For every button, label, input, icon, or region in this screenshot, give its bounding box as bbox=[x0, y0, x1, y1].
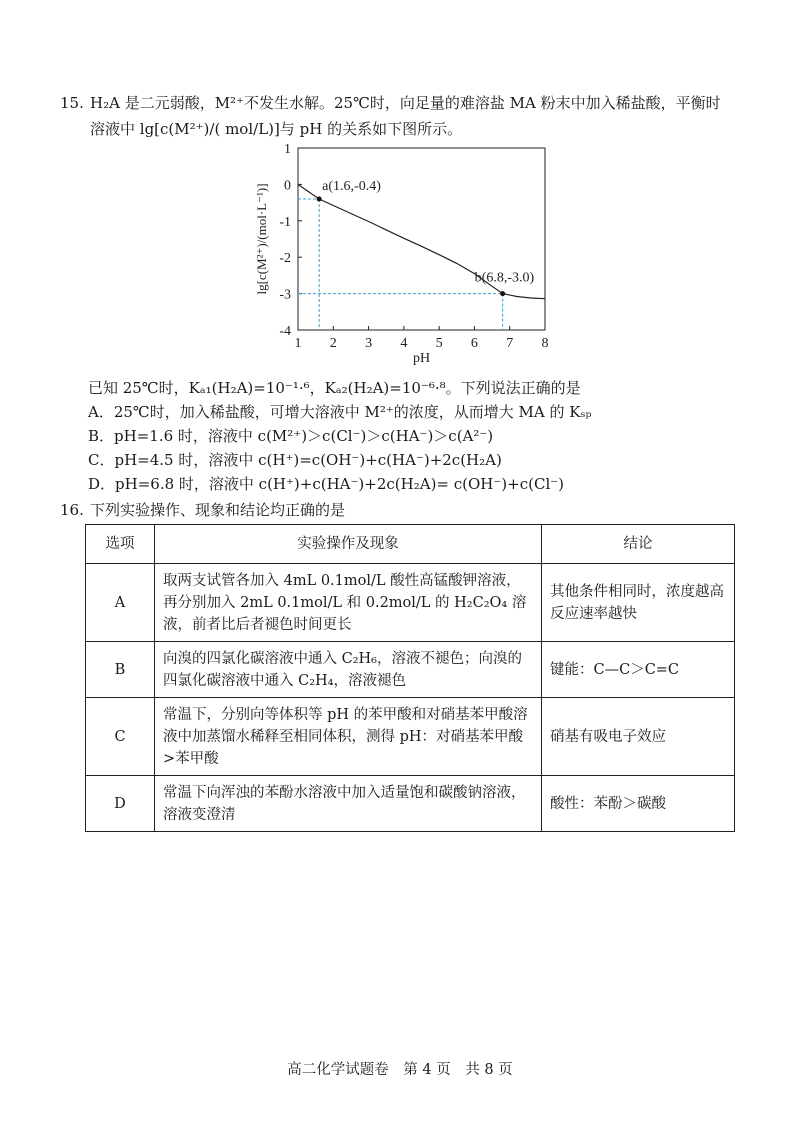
row-option: D bbox=[86, 776, 155, 832]
table-row bbox=[86, 642, 735, 698]
data-point bbox=[317, 196, 322, 201]
page-footer: 高二化学试题卷 第 4 页 共 8 页 bbox=[287, 1062, 513, 1078]
data-point bbox=[500, 291, 505, 296]
y-tick-label: -2 bbox=[279, 251, 291, 267]
x-axis-label: pH bbox=[412, 351, 431, 366]
option-c: C．pH=4.5 时，溶液中 c(H⁺)=c(OH⁻)+c(HA⁻)+2c(H₂A) bbox=[88, 451, 502, 469]
x-tick-label: 3 bbox=[365, 336, 373, 351]
question-number: 15. bbox=[60, 94, 84, 112]
y-tick-label: -1 bbox=[279, 214, 291, 230]
row-operation: 常温下，分别向等体积等 pH 的苯甲酸和对硝基苯甲酸溶液中加蒸馏水稀释至相同体积，测得 pH：对硝基苯甲酸>苯甲酸 bbox=[155, 698, 542, 776]
question-15-stem-line2: 溶液中 lg[c(M²⁺)/( mol/L)]与 pH 的关系如下图所示。 bbox=[90, 120, 463, 138]
row-operation: 常温下向浑浊的苯酚水溶液中加入适量饱和碳酸钠溶液，溶液变澄清 bbox=[155, 776, 542, 832]
question-16-stem: 下列实验操作、现象和结论均正确的是 bbox=[90, 501, 346, 519]
row-operation: 向溴的四氯化碳溶液中通入 C₂H₆，溶液不褪色；向溴的四氯化碳溶液中通入 C₂H₄，溶液褪色 bbox=[155, 642, 542, 698]
question-number: 16. bbox=[60, 501, 84, 519]
y-axis-label: lg[c(M²⁺)/(mol·L⁻¹)] bbox=[254, 183, 269, 295]
point-label: b(6.8,-3.0) bbox=[474, 270, 535, 286]
y-tick-label: -3 bbox=[279, 287, 291, 303]
x-tick-label: 8 bbox=[541, 336, 549, 351]
x-tick-label: 5 bbox=[435, 336, 443, 351]
question-15-stem-line1: H₂A 是二元弱酸，M²⁺不发生水解。25℃时，向足量的难溶盐 MA 粉末中加入稀盐酸，平衡时 bbox=[90, 94, 721, 112]
y-tick-label: 0 bbox=[284, 178, 291, 194]
known-constants: 已知 25℃时，Kₐ₁(H₂A)=10⁻¹·⁶，Kₐ₂(H₂A)=10⁻⁶·⁸。下列说法正确的是 bbox=[88, 379, 581, 397]
table-header-row bbox=[86, 525, 735, 564]
header-conclusion: 结论 bbox=[542, 525, 735, 564]
row-conclusion: 其他条件相同时，浓度越高反应速率越快 bbox=[542, 564, 735, 642]
question-15 bbox=[60, 90, 760, 142]
option-b: B．pH=1.6 时，溶液中 c(M²⁺)＞c(Cl⁻)＞c(HA⁻)＞c(A²⁻) bbox=[88, 427, 494, 445]
row-option: B bbox=[86, 642, 155, 698]
ph-curve-chart bbox=[248, 140, 558, 372]
row-conclusion: 硝基有吸电子效应 bbox=[542, 698, 735, 776]
x-tick-label: 6 bbox=[470, 336, 478, 351]
point-label: a(1.6,-0.4) bbox=[322, 178, 381, 194]
table-row bbox=[86, 698, 735, 776]
question-15-options bbox=[88, 400, 592, 496]
option-a: A．25℃时，加入稀盐酸，可增大溶液中 M²⁺的浓度，从而增大 MA 的 Kₛₚ bbox=[88, 403, 592, 421]
y-tick-label: 1 bbox=[284, 142, 291, 157]
option-d: D．pH=6.8 时，溶液中 c(H⁺)+c(HA⁻)+2c(H₂A)= c(OH⁻)+c(Cl⁻) bbox=[88, 475, 565, 493]
experiment-table bbox=[85, 524, 735, 832]
header-operation: 实验操作及现象 bbox=[155, 525, 542, 564]
table-row bbox=[86, 776, 735, 832]
row-option: C bbox=[86, 698, 155, 776]
row-conclusion: 键能：C—C＞C=C bbox=[542, 642, 735, 698]
plot-frame bbox=[298, 148, 545, 330]
row-option: A bbox=[86, 564, 155, 642]
x-tick-label: 2 bbox=[329, 336, 337, 351]
x-tick-label: 1 bbox=[294, 336, 302, 351]
y-tick-label: -4 bbox=[279, 324, 291, 339]
row-conclusion: 酸性：苯酚＞碳酸 bbox=[542, 776, 735, 832]
table-row bbox=[86, 564, 735, 642]
question-16 bbox=[60, 498, 345, 522]
x-tick-label: 7 bbox=[506, 336, 514, 351]
row-operation: 取两支试管各加入 4mL 0.1mol/L 酸性高锰酸钾溶液，再分别加入 2mL 0.1mol/L 和 0.2mol/L 的 H₂C₂O₄ 溶液，前者比后者褪色时间更长 bbox=[155, 564, 542, 642]
x-tick-label: 4 bbox=[400, 336, 408, 351]
header-option: 选项 bbox=[86, 525, 155, 564]
